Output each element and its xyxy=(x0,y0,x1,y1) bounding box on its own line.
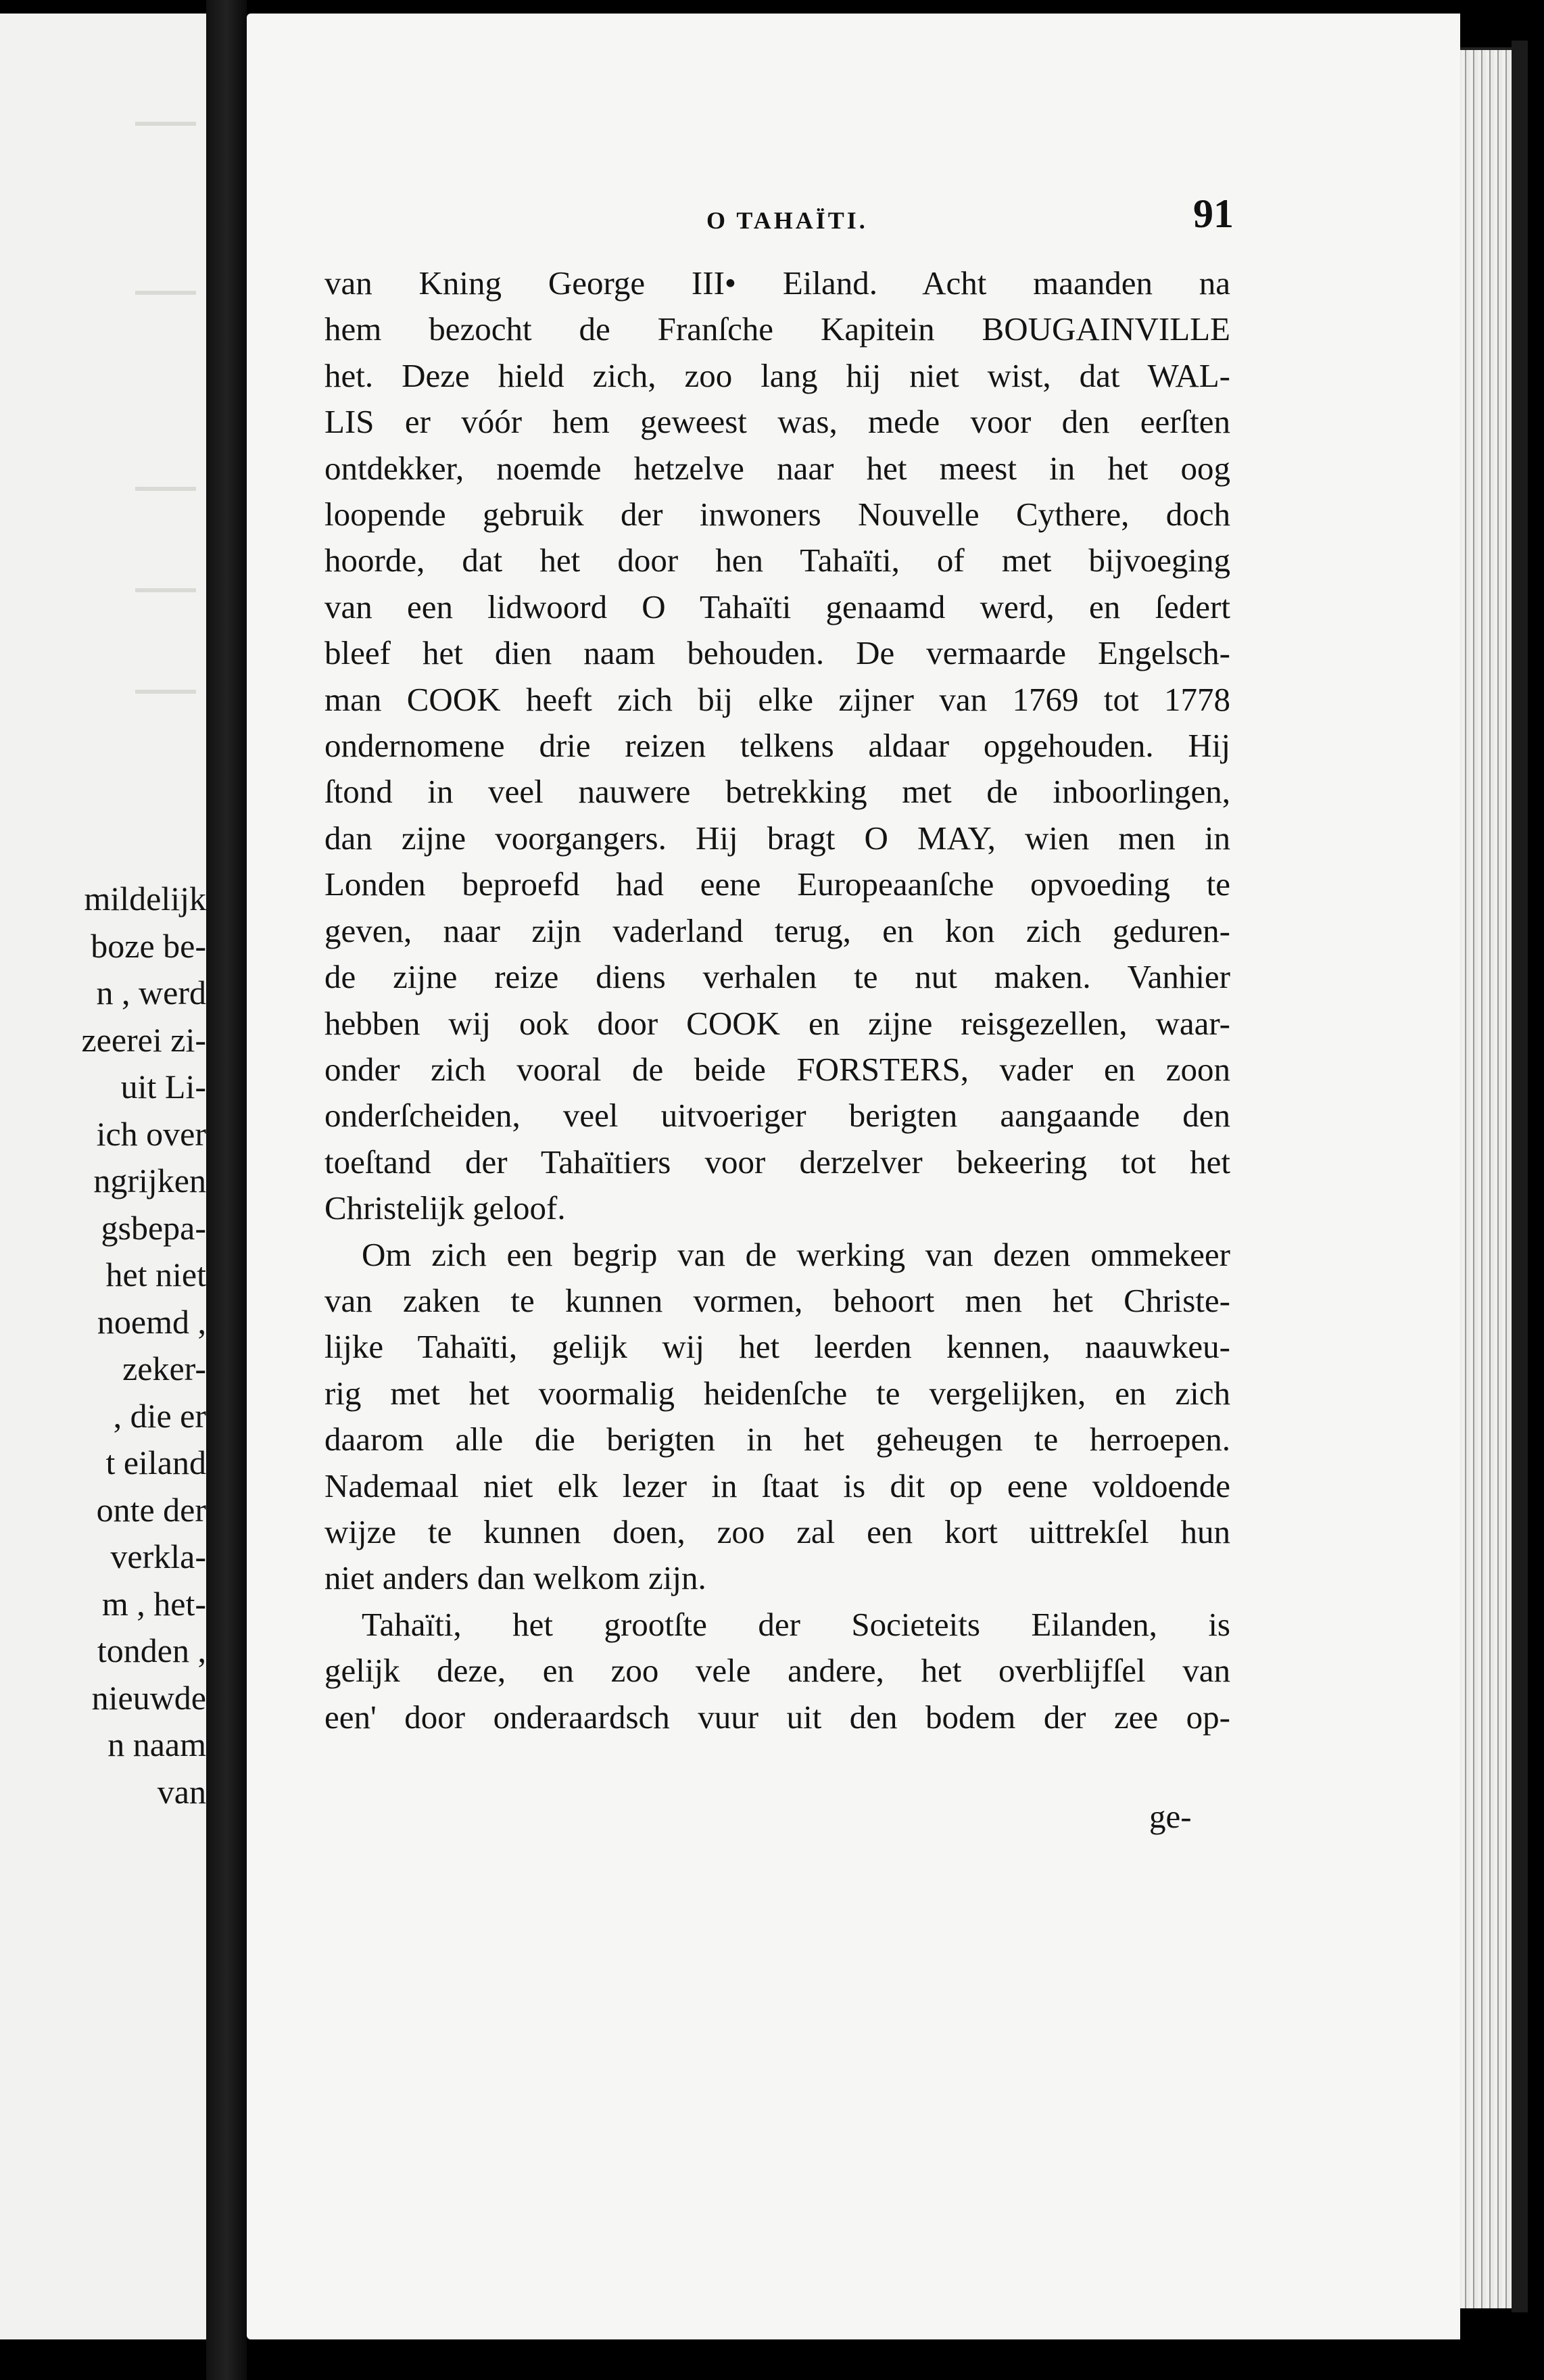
text-line: Christelijk geloof. xyxy=(324,1189,566,1227)
bleed-through-mark xyxy=(135,122,196,126)
left-line: ich over xyxy=(96,1114,206,1153)
text-line: onder zich vooral de beide FORSTERS, vader en zoon xyxy=(324,1050,1230,1088)
page-number: 91 xyxy=(1193,191,1234,236)
page-edges xyxy=(1453,47,1514,2308)
left-line: ngrijken xyxy=(93,1162,206,1199)
text-line: ontdekker, noemde hetzelve naar het meest in het oog xyxy=(324,449,1230,487)
left-line: van xyxy=(157,1772,206,1811)
text-line: toeſtand der Tahaïtiers voor derzelver bekeering tot het xyxy=(324,1143,1230,1181)
left-line: uit Li- xyxy=(120,1068,206,1105)
left-page-text xyxy=(78,876,206,1815)
left-page xyxy=(0,14,210,2339)
left-line: m , het- xyxy=(101,1584,206,1623)
text-line: hoorde, dat het door hen Tahaïti, of met bijvoeging xyxy=(324,542,1230,579)
text-line: van Kning George III• Eiland. Acht maanden na xyxy=(324,264,1230,302)
text-line: niet anders dan welkom zijn. xyxy=(324,1559,706,1597)
text-line: Tahaïti, het grootſte der Societeits Eilanden, is xyxy=(362,1605,1230,1643)
text-line: loopende gebruik der inwoners Nouvelle Cythere, doch xyxy=(324,496,1230,533)
bleed-through-mark xyxy=(135,588,196,592)
text-line: geven, naar zijn vaderland terug, en kon zich geduren- xyxy=(324,911,1230,949)
book-gutter xyxy=(206,0,247,2380)
text-line: man COOK heeft zich bij elke zijner van 1769 tot 1778 xyxy=(324,680,1230,718)
body-text xyxy=(324,260,1230,1740)
text-line: hebben wij ook door COOK en zijne reisgezellen, waar- xyxy=(324,1004,1230,1042)
text-line: van een lidwoord O Tahaïti genaamd werd, en ſedert xyxy=(324,588,1230,625)
running-header: O TAHAÏTI. xyxy=(706,207,868,234)
text-line: hem bezocht de Franſche Kapitein BOUGAINVILLE xyxy=(324,310,1230,348)
text-line: wijze te kunnen doen, zoo zal een kort uittrekſel hun xyxy=(324,1513,1230,1550)
left-line: verkla- xyxy=(110,1538,206,1575)
text-line: bleef het dien naam behouden. De vermaarde Engelsch- xyxy=(324,634,1230,672)
left-line: het niet xyxy=(105,1256,206,1293)
left-line: onte der xyxy=(96,1490,206,1529)
text-line: een' door onderaardsch vuur uit den bodem der zee op- xyxy=(324,1698,1230,1736)
text-line: lijke Tahaïti, gelijk wij het leerden kennen, naauwkeu- xyxy=(324,1328,1230,1366)
text-line: LIS er vóór hem geweest was, mede voor den eerſten xyxy=(324,403,1230,441)
left-line: mildelijk xyxy=(84,880,206,918)
text-line: van zaken te kunnen vormen, behoort men het Christe- xyxy=(324,1281,1230,1319)
text-line: dan zijne voorgangers. Hij bragt O MAY, wien men in xyxy=(324,819,1230,857)
left-line: nieuwde xyxy=(91,1678,206,1717)
text-line: daarom alle die berigten in het geheugen te herroepen. xyxy=(324,1421,1230,1458)
left-line: noemd , xyxy=(97,1302,206,1341)
bleed-through-mark xyxy=(135,487,196,491)
left-line: n , werd xyxy=(96,974,206,1012)
left-line: boze be- xyxy=(91,926,206,965)
text-line: Om zich een begrip van de werking van dezen ommekeer xyxy=(362,1235,1230,1273)
bleed-through-mark xyxy=(135,690,196,694)
left-line: n naam xyxy=(107,1726,206,1763)
text-line: onderſcheiden, veel uitvoeriger berigten aangaande den xyxy=(324,1097,1230,1135)
book-cover-edge xyxy=(1512,41,1528,2312)
text-line: ondernomene drie reizen telkens aldaar opgehouden. Hij xyxy=(324,727,1230,765)
left-line: zeerei zi- xyxy=(81,1020,206,1059)
text-line: gelijk deze, en zoo vele andere, het overblijfſel van xyxy=(324,1652,1230,1690)
text-line: de zijne reize diens verhalen te nut maken. Vanhier xyxy=(324,958,1230,996)
text-line: rig met het voormalig heidenſche te vergelijken, en zich xyxy=(324,1374,1230,1412)
catchword: ge- xyxy=(1149,1798,1192,1835)
text-line: Nademaal niet elk lezer in ſtaat is dit op eene voldoende xyxy=(324,1467,1230,1504)
text-line: Londen beproefd had eene Europeaanſche opvoeding te xyxy=(324,865,1230,903)
left-line: gsbepa- xyxy=(101,1208,206,1247)
left-line: t eiland xyxy=(105,1444,206,1481)
left-line: zeker- xyxy=(122,1350,206,1387)
left-line: tonden , xyxy=(97,1632,206,1669)
text-line: ſtond in veel nauwere betrekking met de inboorlingen, xyxy=(324,773,1230,811)
text-line: het. Deze hield zich, zoo lang hij niet wist, dat WAL- xyxy=(324,356,1230,394)
bleed-through-mark xyxy=(135,291,196,295)
left-line: , die er xyxy=(113,1396,206,1435)
